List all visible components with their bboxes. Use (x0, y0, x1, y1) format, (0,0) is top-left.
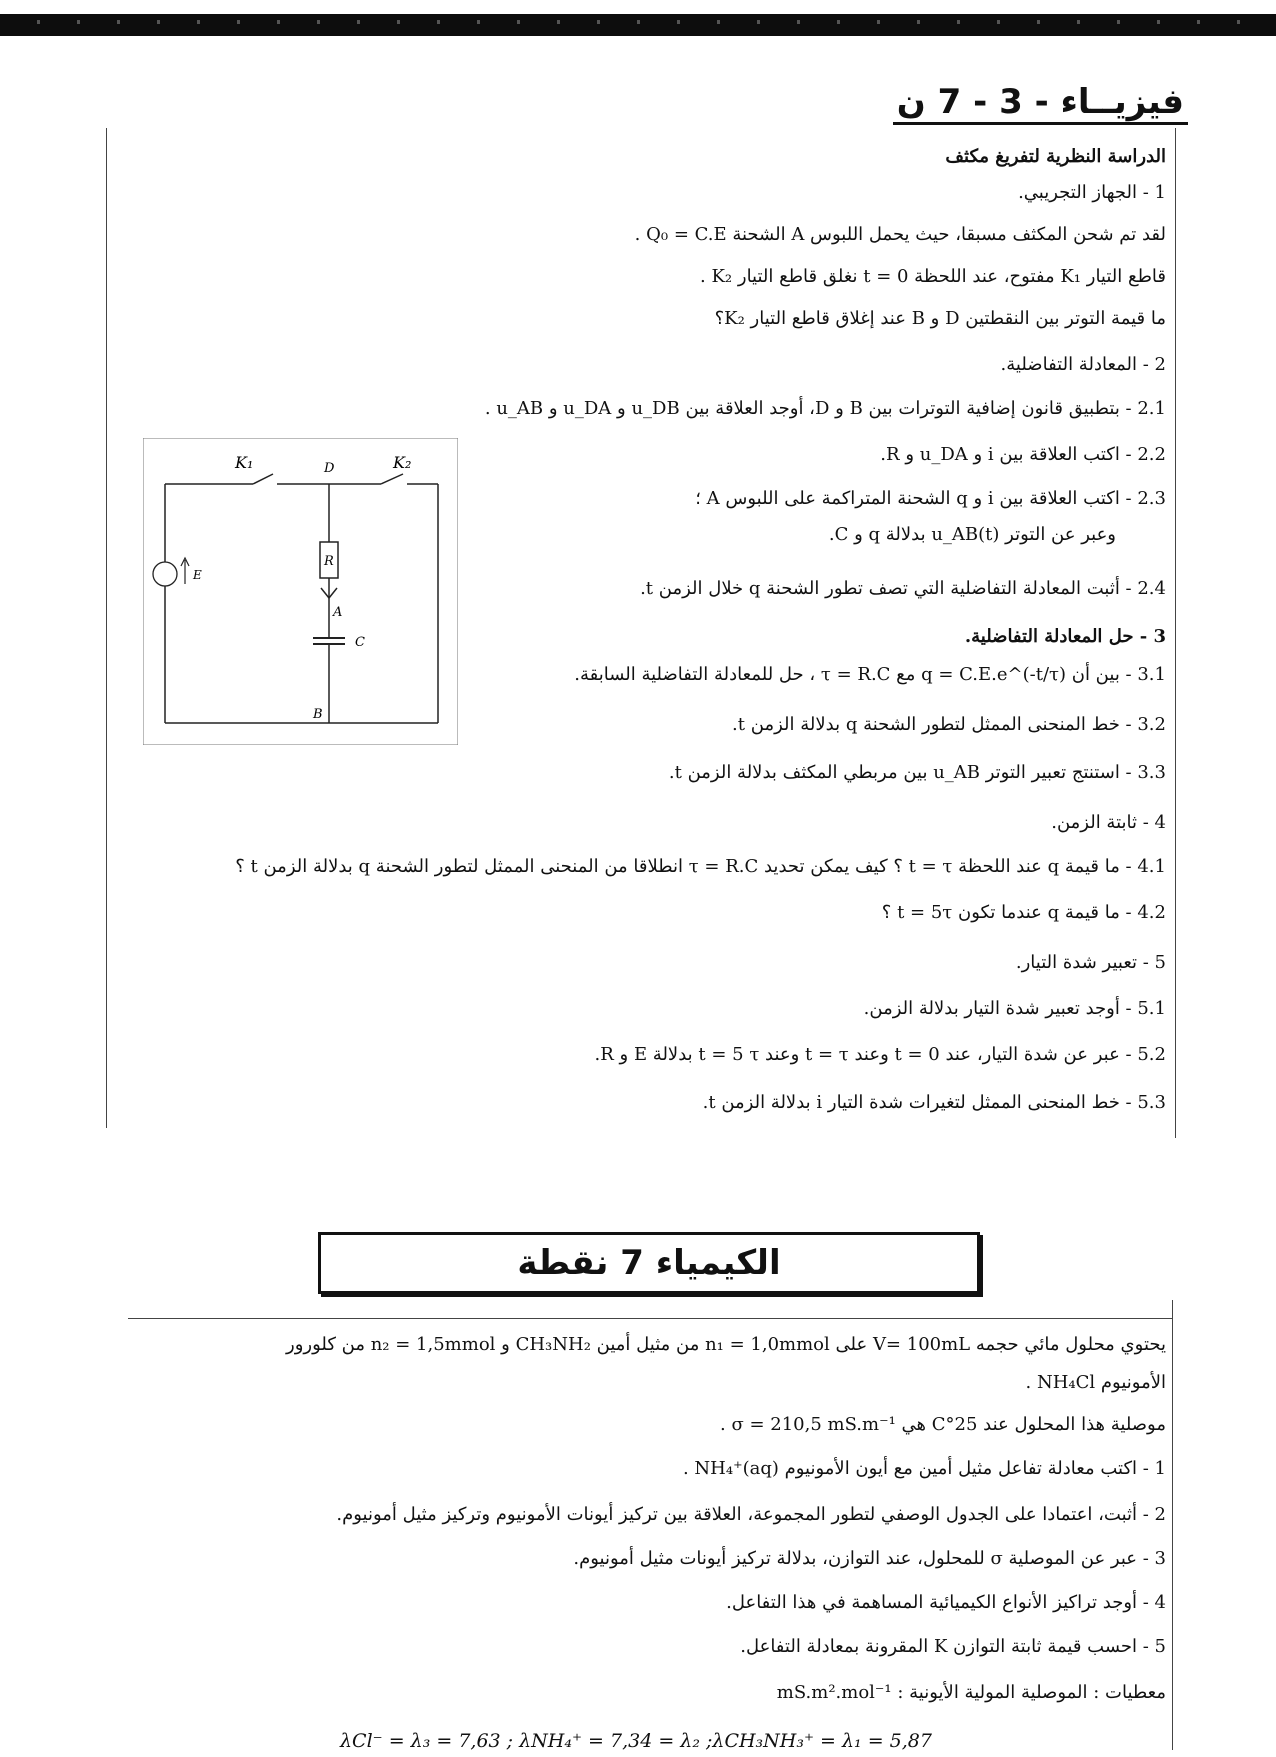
r-label: R (324, 554, 334, 569)
chem-line: 2 - أثبت، اعتمادا على الجدول الوصفي لتطور المجموعة، العلاقة بين تركيز أيونات الأمونيوم وتركيز مثيل أمونيوم. (336, 1504, 1166, 1525)
physics-line: ما قيمة التوتر بين النقطتين D و B عند إغلاق قاطع التيار K₂؟ (714, 308, 1166, 329)
chem-line: 5 - احسب قيمة ثابتة التوازن K المقرونة بمعادلة التفاعل. (740, 1636, 1166, 1657)
physics-line: 3.3 - استنتج تعبير التوتر u_AB بين مربطي المكثف بدلالة الزمن t. (668, 762, 1166, 783)
chem-line: 4 - أوجد تراكيز الأنواع الكيميائية المساهمة في هذا التفاعل. (726, 1592, 1166, 1613)
chem-line: يحتوي محلول مائي حجمه V= 100mL على n₁ = 1,0mmol من مثيل أمين CH₃NH₂ و n₂ = 1,5mmol من كلورور (286, 1334, 1166, 1355)
physics-line: 2.3 - اكتب العلاقة بين i و q الشحنة المتراكمة على اللبوس A ؛ (695, 488, 1166, 509)
e-label: E (193, 568, 202, 582)
left-margin-line (106, 128, 107, 1128)
physics-line: 5.3 - خط المنحنى الممثل لتغيرات شدة التيار i بدلالة الزمن t. (702, 1092, 1166, 1113)
chem-line: الأمونيوم NH₄Cl . (1025, 1372, 1166, 1393)
physics-section: 3 - حل المعادلة التفاضلية. (964, 626, 1166, 647)
chem-line: معطيات : الموصلية المولية الأيونية : mS.m².mol⁻¹ (776, 1682, 1166, 1703)
k2-label: K₂ (393, 453, 412, 472)
chem-right-line (1172, 1300, 1173, 1750)
physics-line: 1 - الجهاز التجريبي. (1018, 182, 1166, 203)
page-title: فيزيــاء - 3 - 7 ن (893, 82, 1188, 125)
physics-line: 2.2 - اكتب العلاقة بين i و u_DA و R. (880, 444, 1166, 465)
physics-line: 2.1 - بتطبيق قانون إضافية التوترات بين B و D، أوجد العلاقة بين u_DB و u_DA و u_AB . (484, 398, 1166, 419)
physics-line: لقد تم شحن المكثف مسبقا، حيث يحمل اللبوس A الشحنة Q₀ = C.E . (634, 224, 1166, 245)
physics-line: 2.4 - أثبت المعادلة التفاضلية التي تصف تطور الشحنة q خلال الزمن t. (640, 578, 1166, 599)
physics-heading: الدراسة النظرية لتفريغ مكثف (945, 146, 1166, 167)
a-label: A (333, 605, 343, 620)
chem-line: 1 - اكتب معادلة تفاعل مثيل أمين مع أيون الأمونيوم NH₄⁺(aq) . (682, 1458, 1166, 1479)
chem-line: 3 - عبر عن الموصلية σ للمحلول، عند التوازن، بدلالة تركيز أيونات مثيل أمونيوم. (573, 1548, 1166, 1569)
physics-line: 5.1 - أوجد تعبير شدة التيار بدلالة الزمن. (863, 998, 1166, 1019)
physics-line: 3.1 - بين أن q = C.E.e^(-t/τ) مع τ = R.C ، حل للمعادلة التفاضلية السابقة. (574, 664, 1166, 685)
right-margin-line (1175, 128, 1176, 1138)
physics-line: 4.1 - ما قيمة q عند اللحظة t = τ ؟ كيف يمكن تحديد τ = R.C انطلاقا من المنحنى الممثل لتطور الشحنة q بدلالة الزمن t ؟ (235, 856, 1166, 877)
physics-line: 3.2 - خط المنحنى الممثل لتطور الشحنة q بدلالة الزمن t. (732, 714, 1166, 735)
physics-line: 2 - المعادلة التفاضلية. (1000, 354, 1166, 375)
physics-line: 5 - تعبير شدة التيار. (1015, 952, 1166, 973)
physics-line: وعبر عن التوتر u_AB(t) بدلالة q و C. (828, 524, 1116, 545)
circuit-diagram (143, 438, 458, 745)
d-label: D (324, 461, 335, 476)
chemistry-title: الكيمياء 7 نقطة (318, 1232, 980, 1294)
chem-line: موصلية هذا المحلول عند 25°C هي σ = 210,5 mS.m⁻¹ . (720, 1414, 1166, 1435)
physics-line: 4.2 - ما قيمة q عندما تكون t = 5τ ؟ (881, 902, 1166, 923)
scan-top-bar (0, 14, 1276, 36)
physics-line: قاطع التيار K₁ مفتوح، عند اللحظة t = 0 نغلق قاطع التيار K₂ . (700, 266, 1166, 287)
c-label: C (355, 635, 365, 650)
chem-divider-line (128, 1318, 1173, 1319)
ionic-conductivity-values: λCl⁻ = λ₃ = 7,63 ; λNH₄⁺ = 7,34 = λ₂ ;λCH₃NH₃⁺ = λ₁ = 5,87 (340, 1730, 932, 1752)
physics-line: 5.2 - عبر عن شدة التيار، عند t = 0 وعند t = τ وعند t = 5 τ بدلالة E و R. (594, 1044, 1166, 1065)
physics-line: 4 - ثابتة الزمن. (1051, 812, 1166, 833)
k1-label: K₁ (235, 453, 254, 472)
b-label: B (313, 707, 323, 722)
